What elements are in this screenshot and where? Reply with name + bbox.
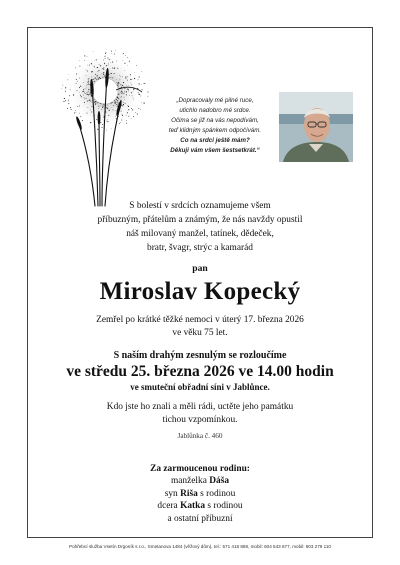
family-row bbox=[0, 513, 400, 525]
farewell-details bbox=[0, 349, 400, 394]
intro-line: příbuzným, přátelům a známým, že nás navždy opustil bbox=[97, 215, 303, 225]
intro-line: S bolestí v srdcích oznamujeme všem bbox=[129, 201, 271, 211]
relation: syn bbox=[164, 488, 181, 499]
address: Jablůnka č. 460 bbox=[177, 432, 223, 440]
relation-suffix: s rodinou bbox=[205, 501, 243, 512]
family-heading: Za zarmoucenou rodinu: bbox=[150, 464, 250, 474]
family-list bbox=[0, 463, 400, 525]
relation: manželka bbox=[170, 476, 210, 487]
relation-suffix: s rodinou bbox=[197, 488, 236, 499]
relative-name: Dáša bbox=[209, 476, 230, 487]
family-row bbox=[0, 488, 400, 500]
funeral-service-footer: Pohřební služba Vsetín Drgoník s.r.o., Smetanova 1484 (věžový dům), tel.: 571 418 888, mobil: 604 543 677, mobil: 603 279 110 bbox=[69, 544, 331, 549]
intro-line: bratr, švagr, strýc a kamarád bbox=[147, 243, 253, 253]
honorific: pan bbox=[192, 263, 208, 274]
portrait-photo bbox=[279, 92, 353, 162]
relation: a ostatní příbuzní bbox=[167, 513, 233, 524]
relative-name: Katka bbox=[180, 501, 206, 512]
relation: dcera bbox=[157, 501, 181, 512]
poem-line: teď klidným spánkem odpočívám. bbox=[168, 127, 262, 134]
poem bbox=[140, 96, 290, 156]
death-line: ve věku 75 let. bbox=[172, 328, 228, 338]
announcement-text bbox=[0, 199, 400, 255]
poem-line: utichlo nadobro mé srdce. bbox=[179, 107, 251, 114]
deceased-name: Miroslav Kopecký bbox=[99, 278, 301, 305]
memory-line: Kdo jste ho znali a měli rádi, uctěte jeho památku bbox=[106, 402, 294, 412]
relative-name: Riša bbox=[180, 488, 198, 499]
memory-text bbox=[0, 401, 400, 427]
farewell-intro: S naším drahým zesnulým se rozloučíme bbox=[113, 350, 287, 361]
family-row bbox=[0, 500, 400, 512]
poem-line: Očima se již na vás nepodívám, bbox=[171, 117, 259, 124]
memory-line: tichou vzpomínkou. bbox=[162, 415, 238, 425]
family-row bbox=[0, 475, 400, 487]
farewell-place: ve smuteční obřadní síni v Jablůnce. bbox=[130, 382, 270, 392]
poem-line: „Dopracovaly mé pilné ruce, bbox=[176, 97, 254, 104]
farewell-date: ve středu 25. března 2026 ve 14.00 hodin bbox=[66, 363, 334, 380]
intro-line: náš milovaný manžel, tatínek, dědeček, bbox=[126, 229, 274, 239]
death-line: Zemřel po krátké těžké nemoci v úterý 17. března 2026 bbox=[96, 315, 304, 325]
death-details bbox=[0, 314, 400, 340]
poem-line-bold: Děkuji vám všem šestsetkrát.“ bbox=[170, 147, 260, 154]
poem-line-bold: Co na srdci ještě mám? bbox=[180, 137, 250, 144]
